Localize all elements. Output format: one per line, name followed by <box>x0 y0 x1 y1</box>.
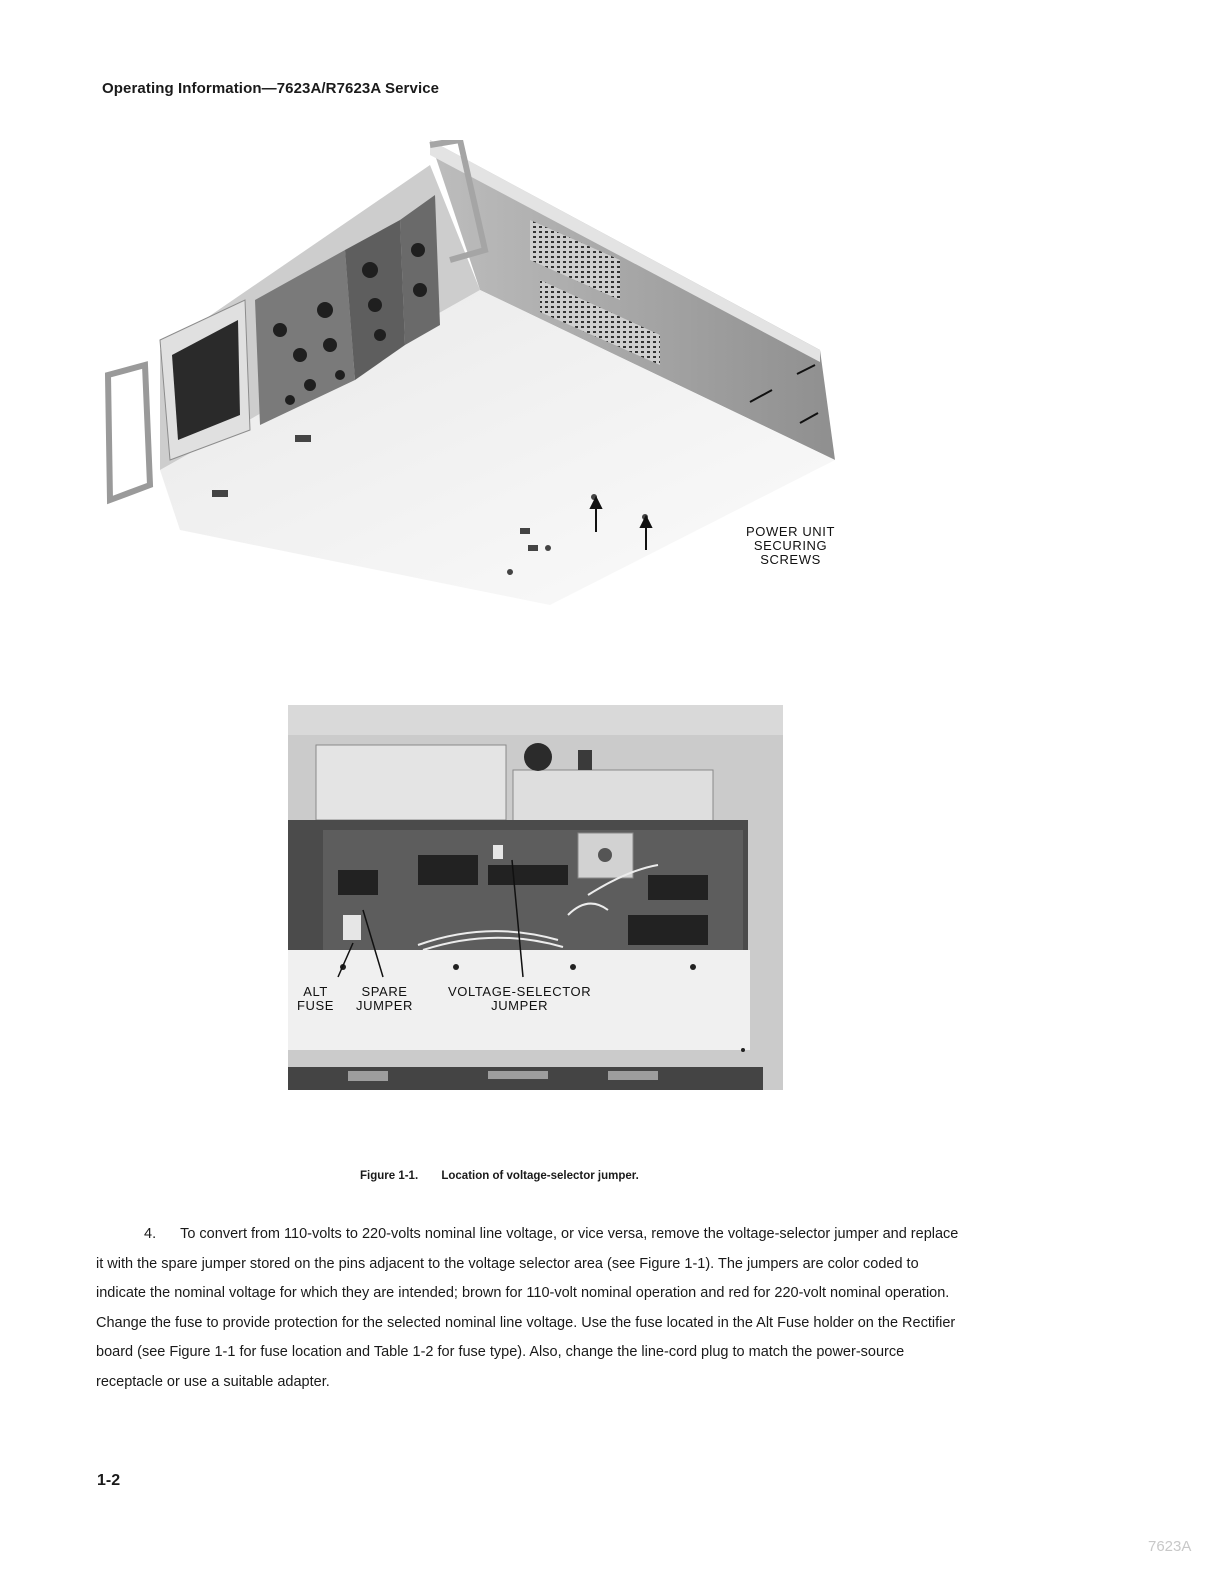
callout-line: FUSE <box>297 998 335 1013</box>
callout-line: SCREWS <box>760 552 821 567</box>
item-number: 4. <box>144 1226 157 1242</box>
callout-line: SPARE <box>361 984 408 999</box>
rectifier-board-photo <box>288 705 783 1090</box>
callout-line: SECURING <box>753 538 828 553</box>
voltage-selector-callout <box>448 985 591 1013</box>
alt-fuse-callout <box>297 985 334 1013</box>
figure-title: Location of voltage-selector jumper. <box>441 1170 639 1182</box>
page-number: 1-2 <box>97 1472 121 1489</box>
page-header: Operating Information—7623A/R7623A Service <box>102 80 440 97</box>
callout-line: ALT <box>303 984 328 999</box>
watermark: 7623A <box>1148 1538 1192 1555</box>
callout-line: JUMPER <box>356 998 414 1013</box>
paragraph-text: To convert from 110-volts to 220-volts nominal line voltage, or vice versa, remove the voltage-selector jumper and replace it with the spare jumper stored on the pins adjacent to the voltage selector area (see Figure 1-1). The jumpers are color coded to indicate the nominal voltage for which they are intended; brown for 110-volt nominal operation and red for 220-volt nominal operation. Change the fuse to provide protection for the selected nominal line voltage. Use the fuse located in the Alt Fuse holder on the Rectifier board (see Figure 1-1 for fuse location and Table 1-2 for fuse type). Also, change the line-cord plug to match the power-source receptacle or use a suitable adapter. <box>96 1226 959 1390</box>
oscilloscope-photo <box>100 140 840 610</box>
power-unit-screws-callout <box>746 525 835 567</box>
figure-number: Figure 1-1. <box>360 1170 419 1182</box>
spare-jumper-callout <box>356 985 413 1013</box>
instruction-paragraph <box>96 1220 966 1397</box>
callout-line: VOLTAGE-SELECTOR <box>448 984 592 999</box>
callout-line: POWER UNIT <box>746 524 836 539</box>
figure-caption <box>360 1170 639 1182</box>
callout-line: JUMPER <box>491 998 549 1013</box>
